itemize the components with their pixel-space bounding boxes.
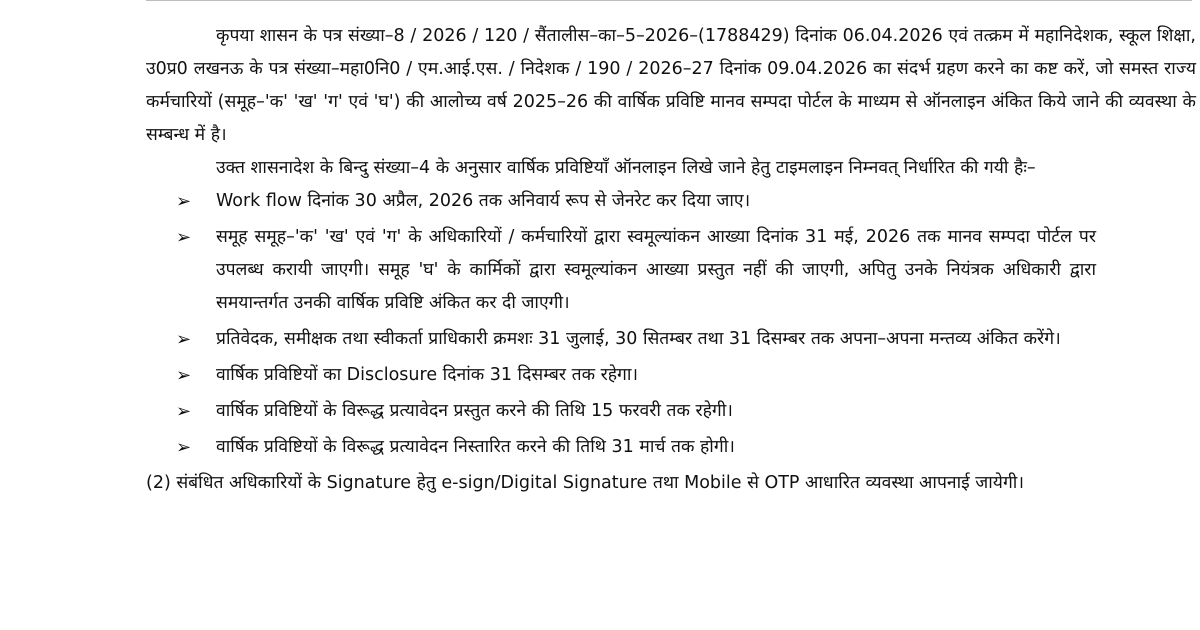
arrow-bullet-icon: ➢ bbox=[176, 329, 192, 350]
list-item bbox=[146, 185, 1196, 218]
arrow-bullet-icon: ➢ bbox=[176, 437, 192, 458]
paragraph-timeline-intro: उक्त शासनादेश के बिन्दु संख्या–4 के अनुसार वार्षिक प्रविष्टियाँ ऑनलाइन लिखे जाने हेतु टाइमलाइन निम्नवत् निर्धारित की गयी हैः– bbox=[216, 158, 1036, 178]
document-body bbox=[146, 20, 1196, 500]
arrow-bullet-icon: ➢ bbox=[176, 365, 192, 386]
arrow-bullet-icon: ➢ bbox=[176, 227, 192, 248]
list-item-text: Work flow दिनांक 30 अप्रैल, 2026 तक अनिवार्य रूप से जेनरेट कर दिया जाए। bbox=[216, 191, 751, 211]
list-item-text: वार्षिक प्रविष्टियों के विरूद्ध प्रत्यावेदन प्रस्तुत करने की तिथि 15 फरवरी तक रहेगी। bbox=[216, 401, 733, 421]
list-item bbox=[146, 221, 1196, 320]
list-item bbox=[146, 359, 1196, 392]
list-item bbox=[146, 431, 1196, 464]
list-item-text: वार्षिक प्रविष्टियों के विरूद्ध प्रत्यावेदन निस्तारित करने की तिथि 31 मार्च तक होगी। bbox=[216, 437, 735, 457]
arrow-bullet-icon: ➢ bbox=[176, 191, 192, 212]
list-item bbox=[146, 395, 1196, 428]
list-item bbox=[146, 323, 1196, 356]
paragraph-reference: कृपया शासन के पत्र संख्या–8 / 2026 / 120 / सैंतालीस–का–5–2026–(1788429) दिनांक 06.04.2026 एवं तत्क्रम में महानिदेशक, स्कूल शिक्षा, उ0प्र0 लखनऊ के पत्र संख्या–महा0नि0 / एम.आई.एस. / निदेशक / 190 / 2026–27 दिनांक 09.04.2026 का संदर्भ ग्रहण करने का कष्ट करें, जो समस्त राज्य कर्मचारियों (समूह–'क' 'ख' 'ग' एवं 'घ') की आलोच्य वर्ष 2025–26 की वार्षिक प्रविष्टि मानव सम्पदा पोर्टल के माध्यम से ऑनलाइन अंकित किये जाने की व्यवस्था के सम्बन्ध में है। bbox=[146, 26, 1196, 145]
top-rule bbox=[146, 0, 1192, 1]
list-item-text: प्रतिवेदक, समीक्षक तथा स्वीकर्ता प्राधिकारी क्रमशः 31 जुलाई, 30 सितम्बर तथा 31 दिसम्बर तक अपना–अपना मन्तव्य अंकित करेंगे। bbox=[216, 329, 1061, 349]
timeline-list bbox=[146, 185, 1196, 464]
list-item-text: समूह समूह–'क' 'ख' एवं 'ग' के अधिकारियों / कर्मचारियों द्वारा स्वमूल्यांकन आख्या दिनांक 31 मई, 2026 तक मानव सम्पदा पोर्टल पर उपलब्ध करायी जाएगी। समूह 'घ' के कार्मिकों द्वारा स्वमूल्यांकन आख्या प्रस्तुत नहीं की जाएगी, अपितु उनके नियंत्रक अधिकारी द्वारा समयान्तर्गत उनकी वार्षिक प्रविष्टि अंकित कर दी जाएगी। bbox=[216, 227, 1096, 313]
arrow-bullet-icon: ➢ bbox=[176, 401, 192, 422]
paragraph-signature: (2) संबंधित अधिकारियों के Signature हेतु e-sign/Digital Signature तथा Mobile से OTP आधारित व्यवस्था आपनाई जायेगी। bbox=[146, 473, 1024, 493]
list-item-text: वार्षिक प्रविष्टियों का Disclosure दिनांक 31 दिसम्बर तक रहेगा। bbox=[216, 365, 639, 385]
